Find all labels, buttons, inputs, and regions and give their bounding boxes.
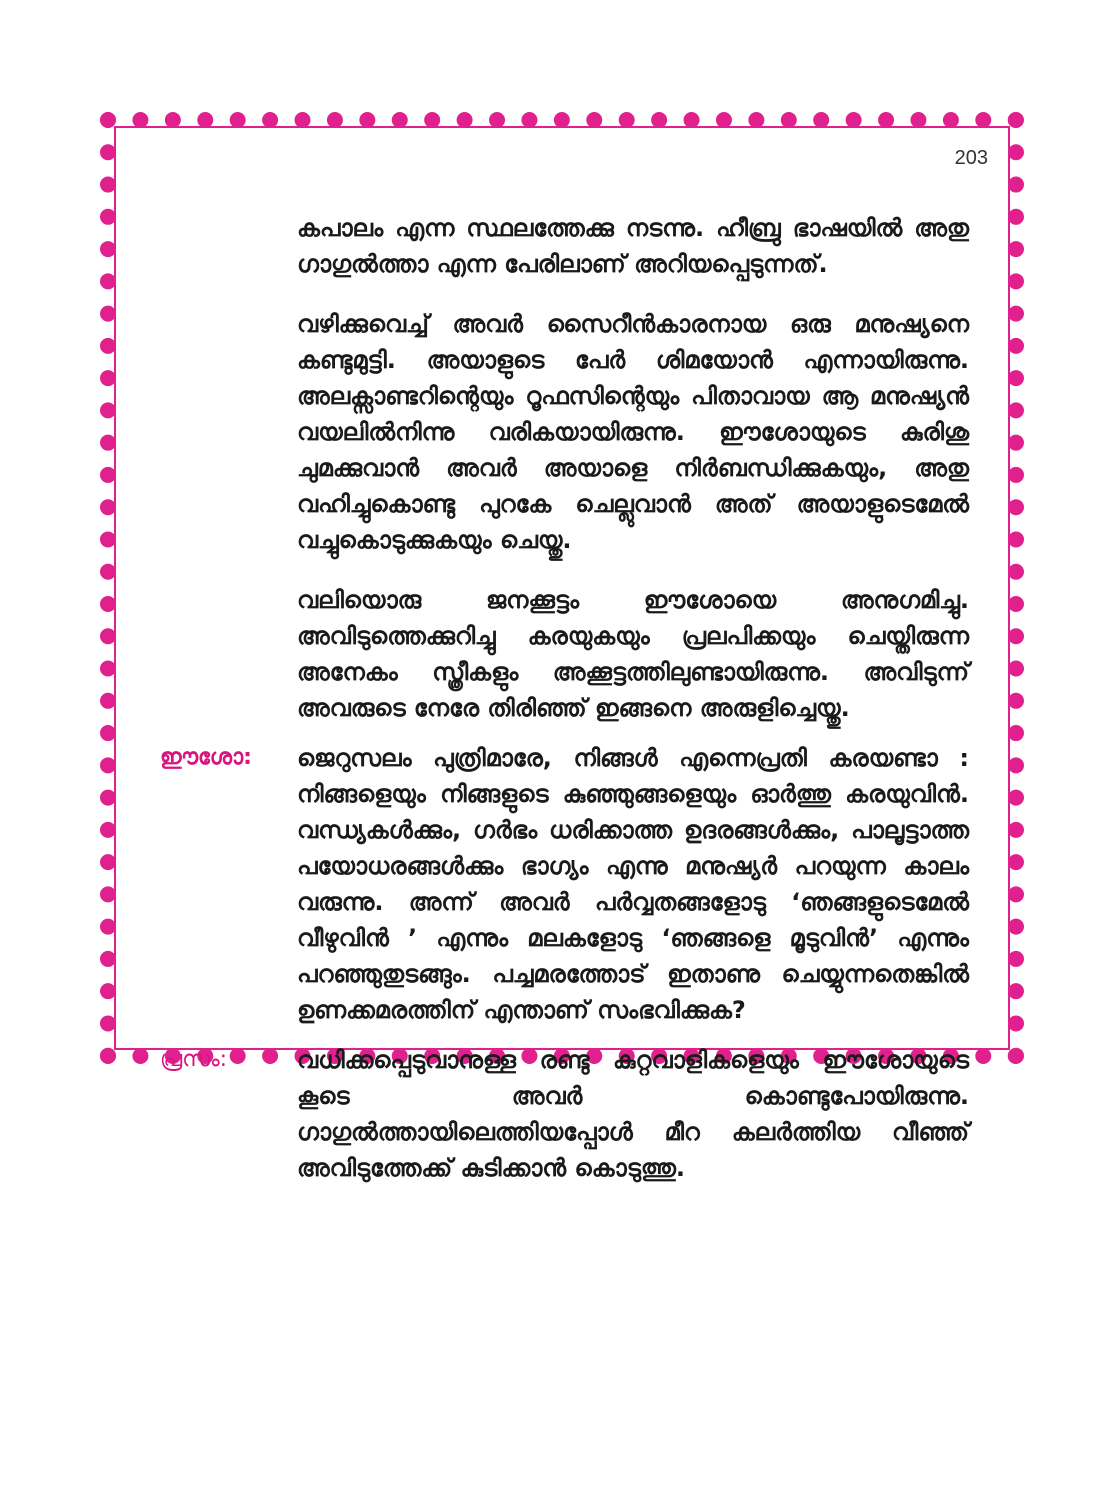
dialogue-text: ജെറുസലം പുത്രിമാരേ, നിങ്ങൾ എന്നെപ്രതി കരയണ്ടാ : നിങ്ങളെയും നിങ്ങളുടെ കുഞ്ഞുങ്ങളെയും ഓർത്തു കരയുവിൻ. വന്ധ്യകൾക്കും, ഗർഭം ധരിക്കാത്ത ഉദരങ്ങൾക്കും, പാലൂട്ടാത്ത പയോധരങ്ങൾക്കും ഭാഗ്യം എന്നു മനുഷ്യർ പറയുന്ന കാലം വരുന്നു. അന്ന് അവർ പർവ്വതങ്ങളോടു ‘ഞങ്ങളുടെമേൽ വീഴുവിൻ ’ എന്നും മലകളോടു ‘ഞങ്ങളെ മൂടുവിൻ’ എന്നും പറഞ്ഞുതുടങ്ങും. പച്ചമരത്തോട് ഇതാണു ചെയ്യുന്നതെങ്കിൽ ഉണക്കമരത്തിന് എന്താണ് സംഭവിക്കുക?	[297, 744, 969, 1024]
paragraph: കപാലം എന്ന സ്ഥലത്തേക്കു നടന്നു. ഹീബ്രു ഭാഷയിൽ അതു ഗാഗുൽത്താ എന്ന പേരിലാണ് അറിയപ്പെടുന്നത്.	[297, 214, 969, 278]
speaker-label: ഈശോ:	[160, 745, 252, 770]
page-number: 203	[954, 147, 988, 169]
paragraph: വഴിക്കുവെച്ച് അവർ സൈറീൻകാരനായ ഒരു മനുഷ്യനെ കണ്ടുമുട്ടി. അയാളുടെ പേർ ശിമയോൻ എന്നായിരുന്നു. അലക്സാണ്ടറിന്റെയും റൂഫസിന്റെയും പിതാവായ ആ മനുഷ്യൻ വയലിൽനിന്നു വരികയായിരുന്നു. ഈശോയുടെ കുരിശു ചുമക്കുവാൻ അവർ അയാളെ നിർബന്ധിക്കുകയും, അതു വഹിച്ചുകൊണ്ടു പുറകേ ചെല്ലുവാൻ അത് അയാളുടെമേൽ വച്ചുകൊടുക്കുകയും ചെയ്തു.	[297, 310, 969, 554]
dialogue-block	[160, 740, 970, 1028]
page-content	[160, 210, 970, 1200]
dialogue-text: വധിക്കപ്പെടുവാനുള്ള രണ്ടു കുറ്റവാളികളെയും ഈശോയുടെ കൂടെ അവർ കൊണ്ടുപോയിരുന്നു. ഗാഗുൽത്തായിലെത്തിയപ്പോൾ മീറ കലർത്തിയ വീഞ്ഞ് അവിടുത്തേക്ക് കുടിക്കാൻ കൊടുത്തു.	[297, 1046, 969, 1182]
speaker-label: പ്രസം:	[160, 1047, 228, 1072]
dialogue-block	[160, 1042, 970, 1186]
paragraph: വലിയൊരു ജനക്കൂട്ടം ഈശോയെ അനുഗമിച്ചു. അവിടുത്തെക്കുറിച്ചു കരയുകയും പ്രലപിക്കയും ചെയ്തിരുന്ന അനേകം സ്ത്രീകളും അക്കൂട്ടത്തിലുണ്ടായിരുന്നു. അവിടുന്ന് അവരുടെ നേരേ തിരിഞ്ഞ് ഇങ്ങനെ അരുളിച്ചെയ്തു.	[297, 586, 969, 722]
